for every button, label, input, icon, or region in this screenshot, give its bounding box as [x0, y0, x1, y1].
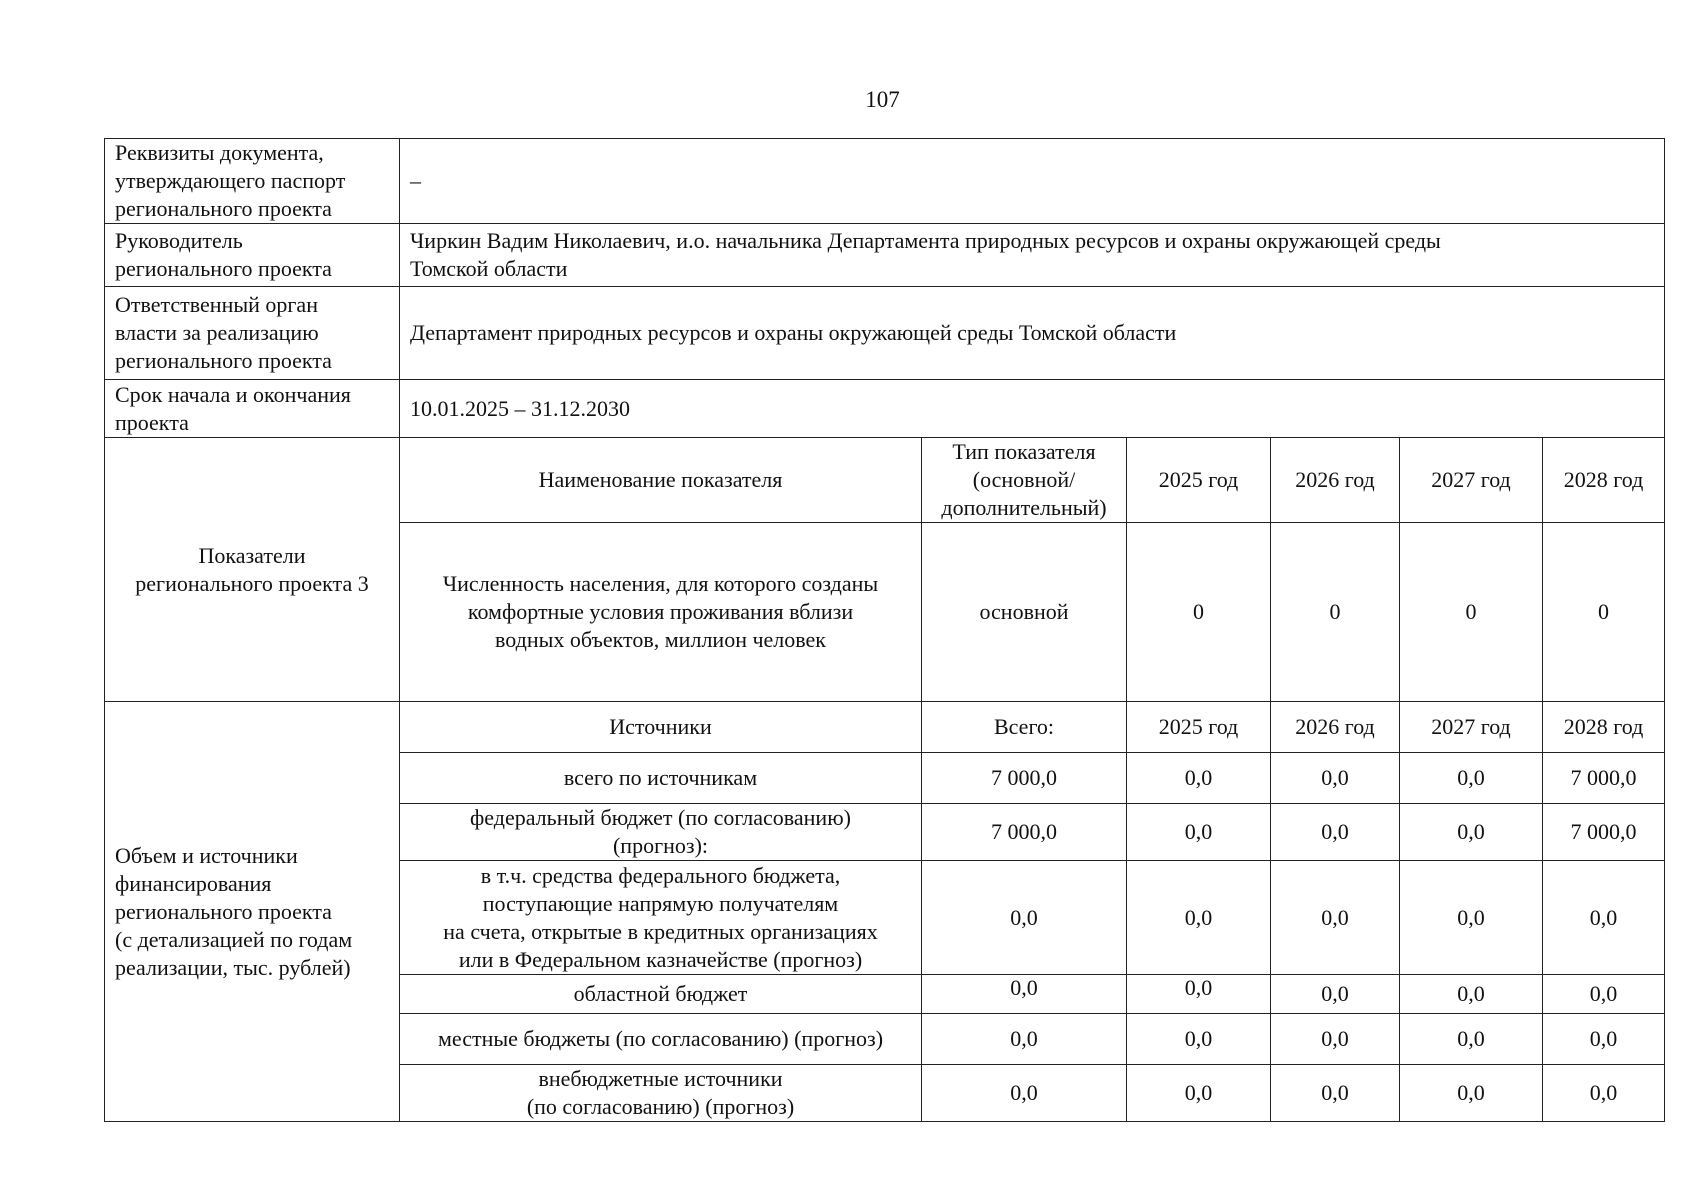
indicator-year-header: 2026 год [1271, 438, 1400, 523]
financing-value: 0,0 [1543, 1065, 1665, 1122]
financing-value: 0,0 [1400, 753, 1543, 804]
financing-source: внебюджетные источники (по согласованию) (прогноз) [400, 1065, 922, 1122]
financing-value: 7 000,0 [1543, 753, 1665, 804]
project-head-label: Руководитель регионального проекта [105, 224, 400, 287]
requisites-label: Реквизиты документа, утверждающего паспорт регионального проекта [105, 139, 400, 224]
financing-year-header: 2025 год [1127, 702, 1271, 753]
financing-value: 0,0 [1127, 753, 1271, 804]
financing-value: 0,0 [1400, 975, 1543, 1014]
financing-year-header: 2027 год [1400, 702, 1543, 753]
financing-value: 0,0 [1400, 861, 1543, 975]
indicators-header-row [105, 438, 1665, 523]
row-project-term [105, 380, 1665, 438]
financing-total: 0,0 [922, 861, 1127, 975]
financing-value-text: 0,0 [1184, 975, 1213, 1000]
financing-value: 0,0 [1127, 804, 1271, 861]
financing-source: федеральный бюджет (по согласованию) (прогноз): [400, 804, 922, 861]
financing-total-header: Всего: [922, 702, 1127, 753]
financing-value: 0,0 [1271, 753, 1400, 804]
financing-year-header: 2026 год [1271, 702, 1400, 753]
financing-value: 0,0 [1543, 861, 1665, 975]
financing-source: всего по источникам [400, 753, 922, 804]
requisites-value: – [400, 139, 1665, 224]
financing-value: 0,0 [1271, 804, 1400, 861]
indicator-name: Численность населения, для которого созданы комфортные условия проживания вблизи водных объектов, миллион человек [400, 523, 922, 702]
financing-header-row [105, 702, 1665, 753]
financing-value: 0,0 [1127, 1014, 1271, 1065]
financing-year-header: 2028 год [1543, 702, 1665, 753]
financing-source: местные бюджеты (по согласованию) (прогноз) [400, 1014, 922, 1065]
passport-table [104, 138, 1665, 1122]
financing-total-text: 0,0 [1010, 975, 1038, 1000]
financing-value: 0,0 [1271, 1065, 1400, 1122]
financing-value: 0,0 [1400, 804, 1543, 861]
financing-value: 7 000,0 [1543, 804, 1665, 861]
indicator-value: 0 [1543, 523, 1665, 702]
project-term-label: Срок начала и окончания проекта [105, 380, 400, 438]
financing-total: 0,0 [922, 1065, 1127, 1122]
financing-source: областной бюджет [400, 975, 922, 1014]
indicator-value: 0 [1271, 523, 1400, 702]
page-number: 107 [865, 87, 900, 112]
project-term-value: 10.01.2025 – 31.12.2030 [400, 380, 1665, 438]
financing-label: Объем и источники финансирования регионального проекта (с детализацией по годам реализации, тыс. рублей) [105, 702, 400, 1122]
financing-value: 0,0 [1271, 975, 1400, 1014]
indicator-type: основной [922, 523, 1127, 702]
indicator-type-header: Тип показателя (основной/ дополнительный) [922, 438, 1127, 523]
financing-source-header: Источники [400, 702, 922, 753]
financing-value: 0,0 [1127, 861, 1271, 975]
financing-value: 0,0 [1127, 1065, 1271, 1122]
financing-value: 0,0 [1543, 975, 1665, 1014]
indicator-value: 0 [1400, 523, 1543, 702]
financing-value: 0,0 [1271, 861, 1400, 975]
financing-value: 0,0 [1271, 1014, 1400, 1065]
financing-total: 7 000,0 [922, 753, 1127, 804]
indicator-name-header: Наименование показателя [400, 438, 922, 523]
indicators-label: Показатели регионального проекта 3 [105, 438, 400, 702]
responsible-body-label: Ответственный орган власти за реализацию регионального проекта [105, 287, 400, 380]
indicator-year-header: 2025 год [1127, 438, 1271, 523]
project-head-value: Чиркин Вадим Николаевич, и.о. начальника Департамента природных ресурсов и охраны окружающей среды Томской области [400, 224, 1665, 287]
responsible-body-value: Департамент природных ресурсов и охраны окружающей среды Томской области [400, 287, 1665, 380]
financing-total [922, 975, 1127, 1014]
row-project-head [105, 224, 1665, 287]
financing-total: 0,0 [922, 1014, 1127, 1065]
indicator-year-header: 2028 год [1543, 438, 1665, 523]
row-document-requisites [105, 139, 1665, 224]
indicator-value: 0 [1127, 523, 1271, 702]
financing-value: 0,0 [1543, 1014, 1665, 1065]
financing-value: 0,0 [1400, 1014, 1543, 1065]
financing-value: 0,0 [1400, 1065, 1543, 1122]
financing-source: в т.ч. средства федерального бюджета, поступающие напрямую получателям на счета, открытые в кредитных организациях или в Федеральном казначействе (прогноз) [400, 861, 922, 975]
financing-total: 7 000,0 [922, 804, 1127, 861]
indicator-year-header: 2027 год [1400, 438, 1543, 523]
row-responsible-body [105, 287, 1665, 380]
financing-value [1127, 975, 1271, 1014]
